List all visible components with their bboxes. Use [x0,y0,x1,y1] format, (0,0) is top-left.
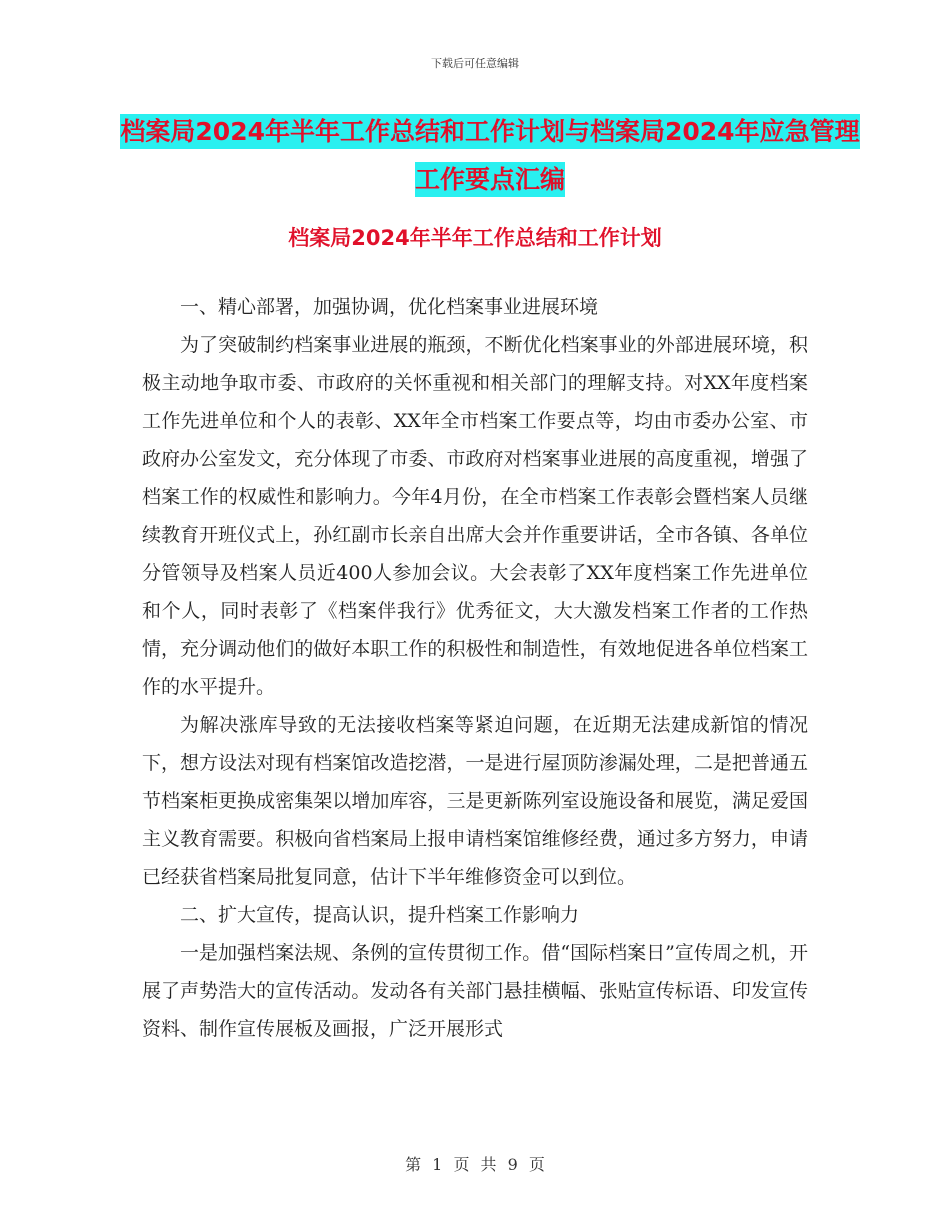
section-title: 档案局2024年半年工作总结和工作计划 [288,226,662,250]
section-heading-2: 二、扩大宣传，提高认识，提升档案工作影响力 [180,904,580,926]
document-title-highlight: 档案局2024年半年工作总结和工作计划与档案局2024年应急管理工作要点汇编 [120,114,859,197]
document-title [120,108,860,204]
document-body [142,288,808,1048]
body-paragraph: 一是加强档案法规、条例的宣传贯彻工作。借“国际档案日”宣传周之机，开展了声势浩大的宣传活动。发动各有关部门悬挂横幅、张贴宣传标语、印发宣传资料、制作宣传展板及画报，广泛开展形式 [142,942,808,1040]
header-note: 下载后可任意编辑 [431,57,519,70]
body-paragraph: 为解决涨库导致的无法接收档案等紧迫问题，在近期无法建成新馆的情况下，想方设法对现有档案馆改造挖潜，一是进行屋顶防渗漏处理，二是把普通五节档案柜更换成密集架以增加库容，三是更新陈列室设施设备和展览，满足爱国主义教育需要。积极向省档案局上报申请档案馆维修经费，通过多方努力，申请已经获省档案局批复同意，估计下半年维修资金可以到位。 [142,714,808,888]
body-paragraph: 为了突破制约档案事业进展的瓶颈，不断优化档案事业的外部进展环境，积极主动地争取市委、市政府的关怀重视和相关部门的理解支持。对XX年度档案工作先进单位和个人的表彰、XX年全市档案工作要点等，均由市委办公室、市政府办公室发文，充分体现了市委、市政府对档案事业进展的高度重视，增强了档案工作的权威性和影响力。今年4月份，在全市档案工作表彰会暨档案人员继续教育开班仪式上，孙红副市长亲自出席大会并作重要讲话，全市各镇、各单位分管领导及档案人员近400人参加会议。大会表彰了XX年度档案工作先进单位和个人，同时表彰了《档案伴我行》优秀征文，大大激发档案工作者的工作热情，充分调动他们的做好本职工作的积极性和制造性，有效地促进各单位档案工作的水平提升。 [142,334,808,698]
page-number-footer: 第 1 页 共 9 页 [405,1155,545,1174]
section-heading-1: 一、精心部署，加强协调，优化档案事业进展环境 [180,296,599,318]
